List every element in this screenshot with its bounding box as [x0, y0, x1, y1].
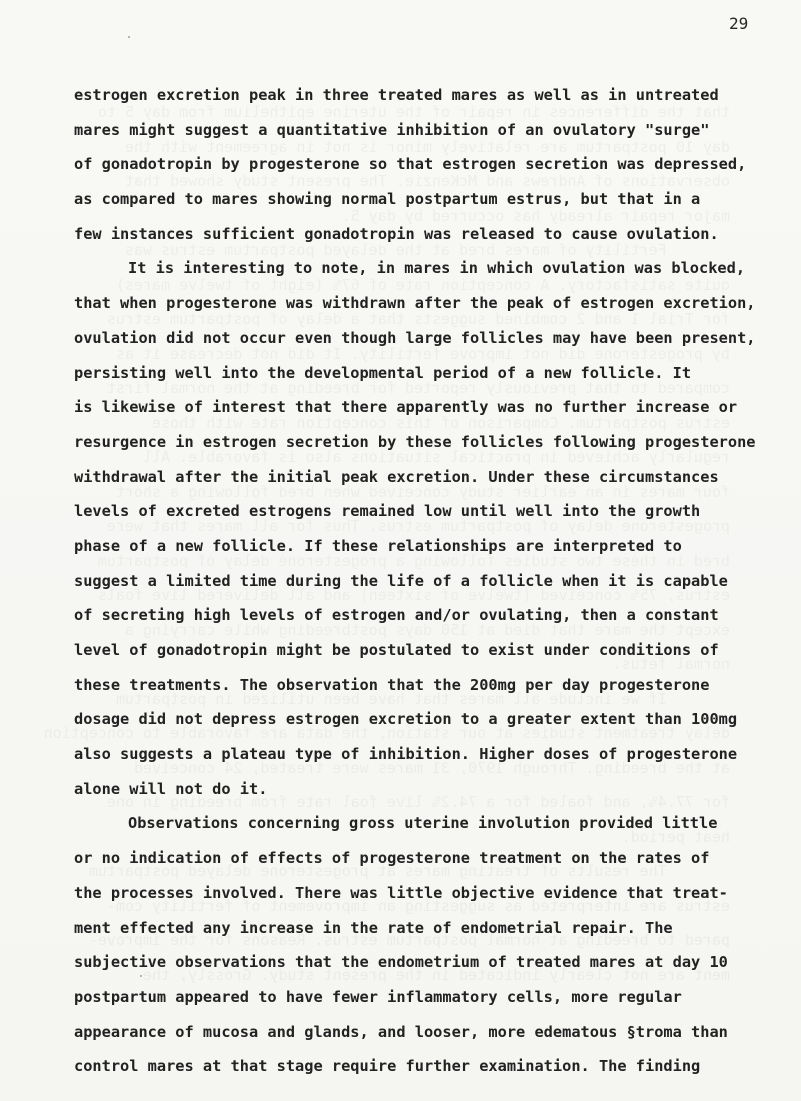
paper-speck	[140, 975, 142, 977]
text-line: also suggests a plateau type of inhibition. Higher doses of progesterone	[74, 745, 738, 764]
text-line: appearance of mucosa and glands, and looser, more edematous §troma than	[74, 1022, 728, 1041]
text-line: that when progesterone was withdrawn after the peak of estrogen excretion,	[74, 294, 756, 313]
text-line: or no indication of effects of progesterone treatment on the rates of	[74, 849, 710, 868]
page-number: 29	[729, 14, 749, 33]
text-line: dosage did not depress estrogen excretion to a greater extent than 100mg	[74, 710, 738, 729]
text-line: of gonadotropin by progesterone so that estrogen secretion was depressed,	[74, 155, 747, 174]
text-line: phase of a new follicle. If these relationships are interpreted to	[74, 536, 682, 555]
text-line: postpartum appeared to have fewer inflammatory cells, more regular	[74, 987, 682, 1006]
text-line: the processes involved. There was little objective evidence that treat-	[74, 883, 728, 902]
text-line: is likewise of interest that there apparently was no further increase or	[74, 398, 738, 417]
text-line: mares might suggest a quantitative inhibition of an ovulatory "surge"	[74, 120, 710, 139]
text-line: control mares at that stage require further examination. The finding	[74, 1057, 701, 1076]
text-line: ovulation did not occur even though large follicles may have been present,	[74, 328, 756, 347]
text-line: level of gonadotropin might be postulated to exist under conditions of	[74, 641, 719, 659]
text-line: subjective observations that the endometrium of treated mares at day 10	[74, 953, 728, 972]
text-line: these treatments. The observation that the 200mg per day progesterone	[74, 675, 710, 694]
text-line: alone will not do it.	[74, 779, 268, 798]
text-line: withdrawal after the initial peak excretion. Under these circumstances	[74, 467, 719, 486]
body-text	[74, 78, 774, 1084]
text-line: few instances sufficient gonadotropin was released to cause ovulation.	[74, 224, 719, 243]
paragraph-start-line: Observations concerning gross uterine involution provided little	[128, 814, 718, 833]
text-line: persisting well into the developmental period of a new follicle. It	[74, 363, 692, 382]
text-line: as compared to mares showing normal postpartum estrus, but that in a	[74, 190, 701, 209]
text-line: suggest a limited time during the life of a follicle when it is capable	[74, 571, 728, 590]
text-line: of secreting high levels of estrogen and/or ovulating, then a constant	[74, 606, 719, 625]
text-line: resurgence in estrogen secretion by these follicles following progesterone	[74, 432, 756, 451]
text-line: ment effected any increase in the rate of endometrial repair. The	[74, 918, 673, 937]
text-line: levels of excreted estrogens remained low until well into the growth	[74, 502, 701, 521]
paragraph-start-line: It is interesting to note, in mares in which ovulation was blocked,	[128, 259, 746, 278]
paper-speck	[128, 36, 130, 38]
text-line: estrogen excretion peak in three treated mares as well as in untreated	[74, 86, 719, 104]
